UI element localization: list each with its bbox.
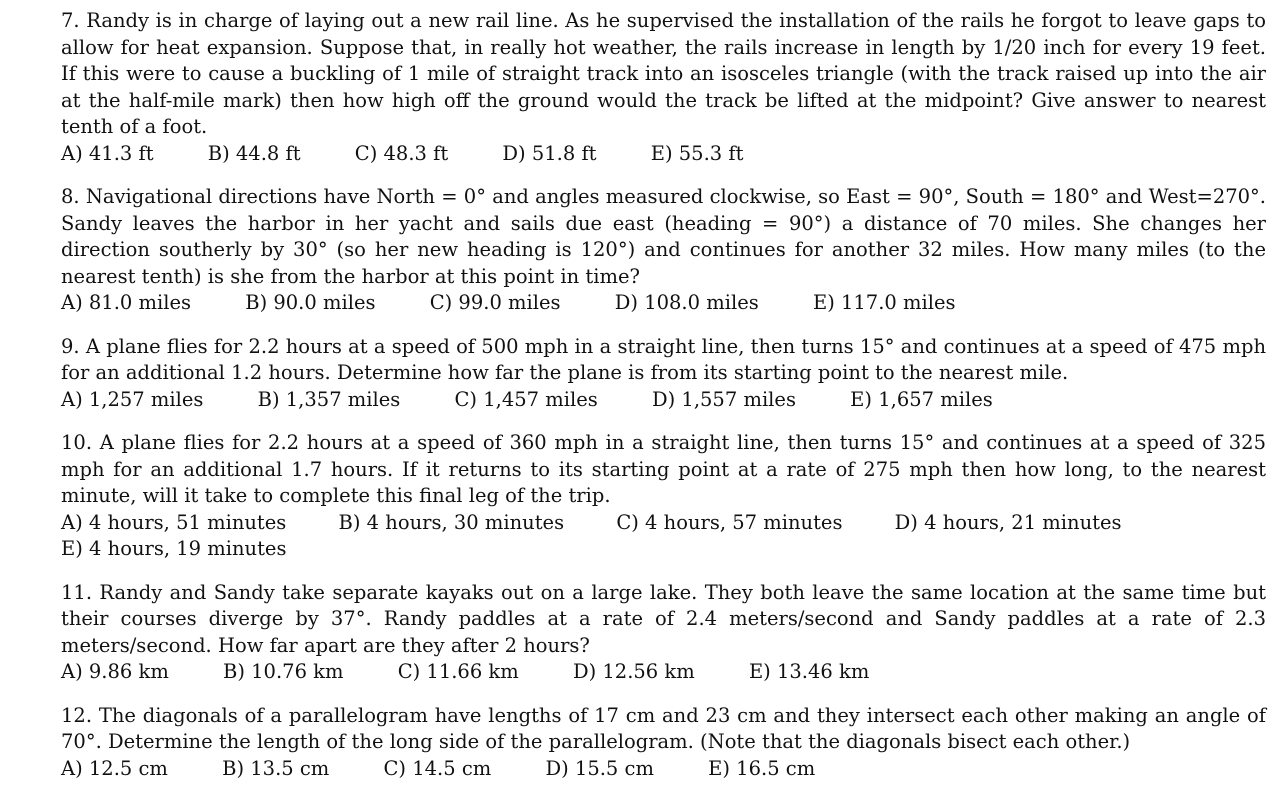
- answer-choices: [61, 141, 1266, 168]
- choice-c: C) 99.0 miles: [429, 291, 561, 314]
- choice-d: D) 12.56 km: [572, 660, 695, 683]
- answer-choices: [61, 387, 1266, 414]
- choice-e: E) 16.5 cm: [708, 756, 816, 780]
- choice-a: A) 1,257 miles: [61, 387, 204, 411]
- choice-b: B) 44.8 ft: [207, 141, 301, 165]
- answer-choices: [61, 659, 1266, 686]
- problem-sheet: [61, 8, 1266, 782]
- choice-e: E) 4 hours, 19 minutes: [61, 537, 287, 560]
- answer-choices: [61, 510, 1266, 563]
- choice-b: B) 90.0 miles: [245, 291, 376, 314]
- choice-c: C) 14.5 cm: [383, 756, 492, 780]
- choice-b: B) 13.5 cm: [222, 756, 330, 780]
- choice-d: D) 108.0 miles: [614, 291, 759, 314]
- choice-b: B) 1,357 miles: [257, 387, 401, 411]
- choice-c: C) 11.66 km: [397, 660, 519, 683]
- choice-c: C) 48.3 ft: [354, 141, 449, 165]
- problem-7: [61, 8, 1266, 167]
- problem-11: [61, 580, 1266, 686]
- choice-a: A) 9.86 km: [61, 660, 169, 683]
- problem-text: 11. Randy and Sandy take separate kayaks out on a large lake. They both leave the same location at the same time but their courses diverge by 37°. Randy paddles at a rate of 2.4 meters/second and Sandy paddles at a rate of 2.3 meters/second. How far apart are they after 2 hours?: [61, 580, 1266, 657]
- problem-text: 8. Navigational directions have North = 0° and angles measured clockwise, so East = 90°, South = 180° and West=270°. Sandy leaves the harbor in her yacht and sails due east (heading = 90°) a distance of 70 miles. She changes her direction southerly by 30° (so her new heading is 120°) and continues for another 32 miles. How many miles (to the nearest tenth) is she from the harbor at this point in time?: [61, 185, 1266, 288]
- choice-d: D) 1,557 miles: [651, 387, 796, 411]
- choice-a: A) 41.3 ft: [61, 141, 154, 165]
- choice-b: B) 10.76 km: [223, 660, 344, 683]
- choice-a: A) 12.5 cm: [61, 756, 168, 780]
- choice-c: C) 1,457 miles: [454, 387, 598, 411]
- choice-e: E) 1,657 miles: [850, 387, 993, 411]
- choice-c: C) 4 hours, 57 minutes: [616, 510, 843, 534]
- choice-b: B) 4 hours, 30 minutes: [338, 510, 565, 534]
- problem-8: [61, 184, 1266, 317]
- problem-text: 10. A plane flies for 2.2 hours at a speed of 360 mph in a straight line, then turns 15° and continues at a speed of 325 mph for an additional 1.7 hours. If it returns to its starting point at a rate of 275 mph then how long, to the nearest minute, will it take to complete this final leg of the trip.: [61, 431, 1266, 507]
- choice-e: E) 13.46 km: [748, 660, 870, 683]
- choice-d: D) 4 hours, 21 minutes: [894, 510, 1122, 534]
- problem-text: 9. A plane flies for 2.2 hours at a speed of 500 mph in a straight line, then turns 15° and continues at a speed of 475 mph for an additional 1.2 hours. Determine how far the plane is from its starting point to the nearest mile.: [61, 334, 1266, 384]
- problem-9: [61, 334, 1266, 414]
- answer-choices: [61, 290, 1266, 317]
- choice-d: D) 15.5 cm: [545, 756, 654, 780]
- problem-12: [61, 703, 1266, 783]
- choice-a: A) 81.0 miles: [61, 291, 192, 314]
- problem-text: 7. Randy is in charge of laying out a new rail line. As he supervised the installation of the rails he forgot to leave gaps to allow for heat expansion. Suppose that, in really hot weather, the rails increase in length by 1/20 inch for every 19 feet. If this were to cause a buckling of 1 mile of straight track into an isosceles triangle (with the track raised up into the air at the half-mile mark) then how high off the ground would the track be lifted at the midpoint? Give answer to nearest tenth of a foot.: [61, 9, 1266, 138]
- choice-e: E) 117.0 miles: [812, 291, 956, 314]
- choice-d: D) 51.8 ft: [502, 141, 597, 165]
- choice-e: E) 55.3 ft: [650, 141, 744, 165]
- problem-text: 12. The diagonals of a parallelogram have lengths of 17 cm and 23 cm and they intersect each other making an angle of 70°. Determine the length of the long side of the parallelogram. (Note that the diagonals bisect each other.): [61, 703, 1266, 753]
- answer-choices: [61, 756, 1266, 783]
- choice-a: A) 4 hours, 51 minutes: [61, 510, 287, 534]
- problem-10: [61, 430, 1266, 563]
